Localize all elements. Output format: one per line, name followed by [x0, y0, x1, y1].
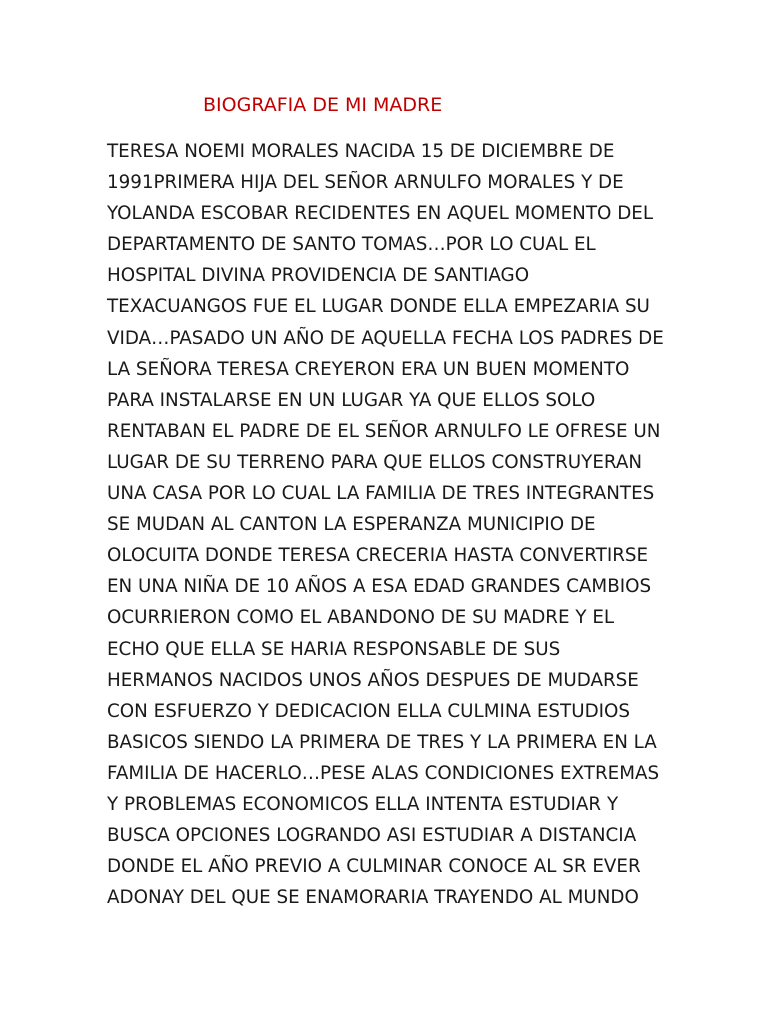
- body-line: EN UNA NIÑA DE 10 AÑOS A ESA EDAD GRANDES CAMBIOS: [107, 576, 652, 598]
- body-line: ECHO QUE ELLA SE HARIA RESPONSABLE DE SUS: [107, 638, 561, 660]
- body-line: VIDA…PASADO UN AÑO DE AQUELLA FECHA LOS PADRES DE: [107, 327, 664, 349]
- body-line: PARA INSTALARSE EN UN LUGAR YA QUE ELLOS SOLO: [107, 389, 596, 411]
- body-line: BUSCA OPCIONES LOGRANDO ASI ESTUDIAR A DISTANCIA: [107, 825, 637, 847]
- document-body: [107, 136, 707, 913]
- body-line: FAMILIA DE HACERLO…PESE ALAS CONDICIONES EXTREMAS: [107, 762, 660, 784]
- body-line: LUGAR DE SU TERRENO PARA QUE ELLOS CONSTRUYERAN: [107, 451, 643, 473]
- body-line: Y PROBLEMAS ECONOMICOS ELLA INTENTA ESTUDIAR Y: [107, 793, 619, 815]
- body-line: TEXACUANGOS FUE EL LUGAR DONDE ELLA EMPEZARIA SU: [107, 296, 650, 318]
- body-line: HOSPITAL DIVINA PROVIDENCIA DE SANTIAGO: [107, 265, 530, 287]
- body-line: YOLANDA ESCOBAR RECIDENTES EN AQUEL MOMENTO DEL: [107, 203, 654, 225]
- body-line: DONDE EL AÑO PREVIO A CULMINAR CONOCE AL SR EVER: [107, 856, 641, 878]
- body-line: LA SEÑORA TERESA CREYERON ERA UN BUEN MOMENTO: [107, 358, 630, 380]
- body-line: ADONAY DEL QUE SE ENAMORARIA TRAYENDO AL MUNDO: [107, 887, 639, 909]
- body-line: BASICOS SIENDO LA PRIMERA DE TRES Y LA PRIMERA EN LA: [107, 731, 657, 753]
- body-line: SE MUDAN AL CANTON LA ESPERANZA MUNICIPIO DE: [107, 514, 596, 536]
- body-line: OCURRIERON COMO EL ABANDONO DE SU MADRE Y EL: [107, 607, 615, 629]
- body-line: CON ESFUERZO Y DEDICACION ELLA CULMINA ESTUDIOS: [107, 700, 631, 722]
- body-line: OLOCUITA DONDE TERESA CRECERIA HASTA CONVERTIRSE: [107, 545, 649, 567]
- document-title: BIOGRAFIA DE MI MADRE: [203, 94, 443, 116]
- body-line: 1991PRIMERA HIJA DEL SEÑOR ARNULFO MORALES Y DE: [107, 172, 624, 194]
- body-line: HERMANOS NACIDOS UNOS AÑOS DESPUES DE MUDARSE: [107, 669, 639, 691]
- body-line: DEPARTAMENTO DE SANTO TOMAS…POR LO CUAL EL: [107, 234, 596, 256]
- body-line: UNA CASA POR LO CUAL LA FAMILIA DE TRES INTEGRANTES: [107, 483, 655, 505]
- body-line: RENTABAN EL PADRE DE EL SEÑOR ARNULFO LE OFRESE UN: [107, 420, 661, 442]
- body-line: TERESA NOEMI MORALES NACIDA 15 DE DICIEMBRE DE: [107, 141, 615, 162]
